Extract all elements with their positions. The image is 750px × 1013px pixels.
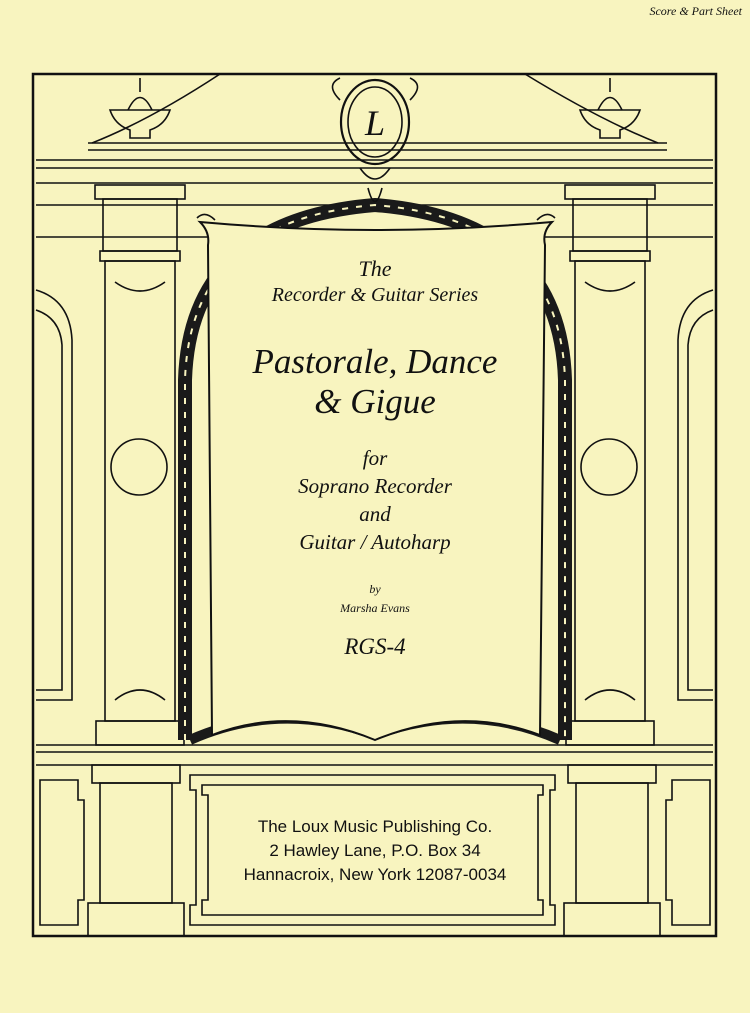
series-label: The: [358, 256, 392, 281]
title-block: [212, 232, 538, 660]
series-name: Recorder & Guitar Series: [271, 284, 479, 306]
publisher-block: [190, 815, 560, 887]
work-title-line1: Pastorale, Dance: [252, 342, 498, 381]
instrumentation-recorder: Soprano Recorder: [298, 474, 452, 498]
corner-label: Score & Part Sheet: [649, 4, 742, 18]
publisher-name: The Loux Music Publishing Co.: [257, 817, 493, 836]
publisher-address-line2: Hannacroix, New York 12087-0034: [243, 865, 507, 884]
instrumentation-for: for: [362, 446, 388, 470]
credit-by: by: [369, 582, 381, 596]
instrumentation-guitar: Guitar / Autoharp: [299, 530, 451, 554]
instrumentation-and: and: [359, 502, 391, 526]
work-title-line2: & Gigue: [314, 382, 436, 421]
publisher-address-line1: 2 Hawley Lane, P.O. Box 34: [269, 841, 481, 860]
composer-name: Marsha Evans: [340, 601, 410, 615]
logo-letter: L: [364, 103, 386, 143]
catalog-code: RGS-4: [344, 634, 406, 659]
